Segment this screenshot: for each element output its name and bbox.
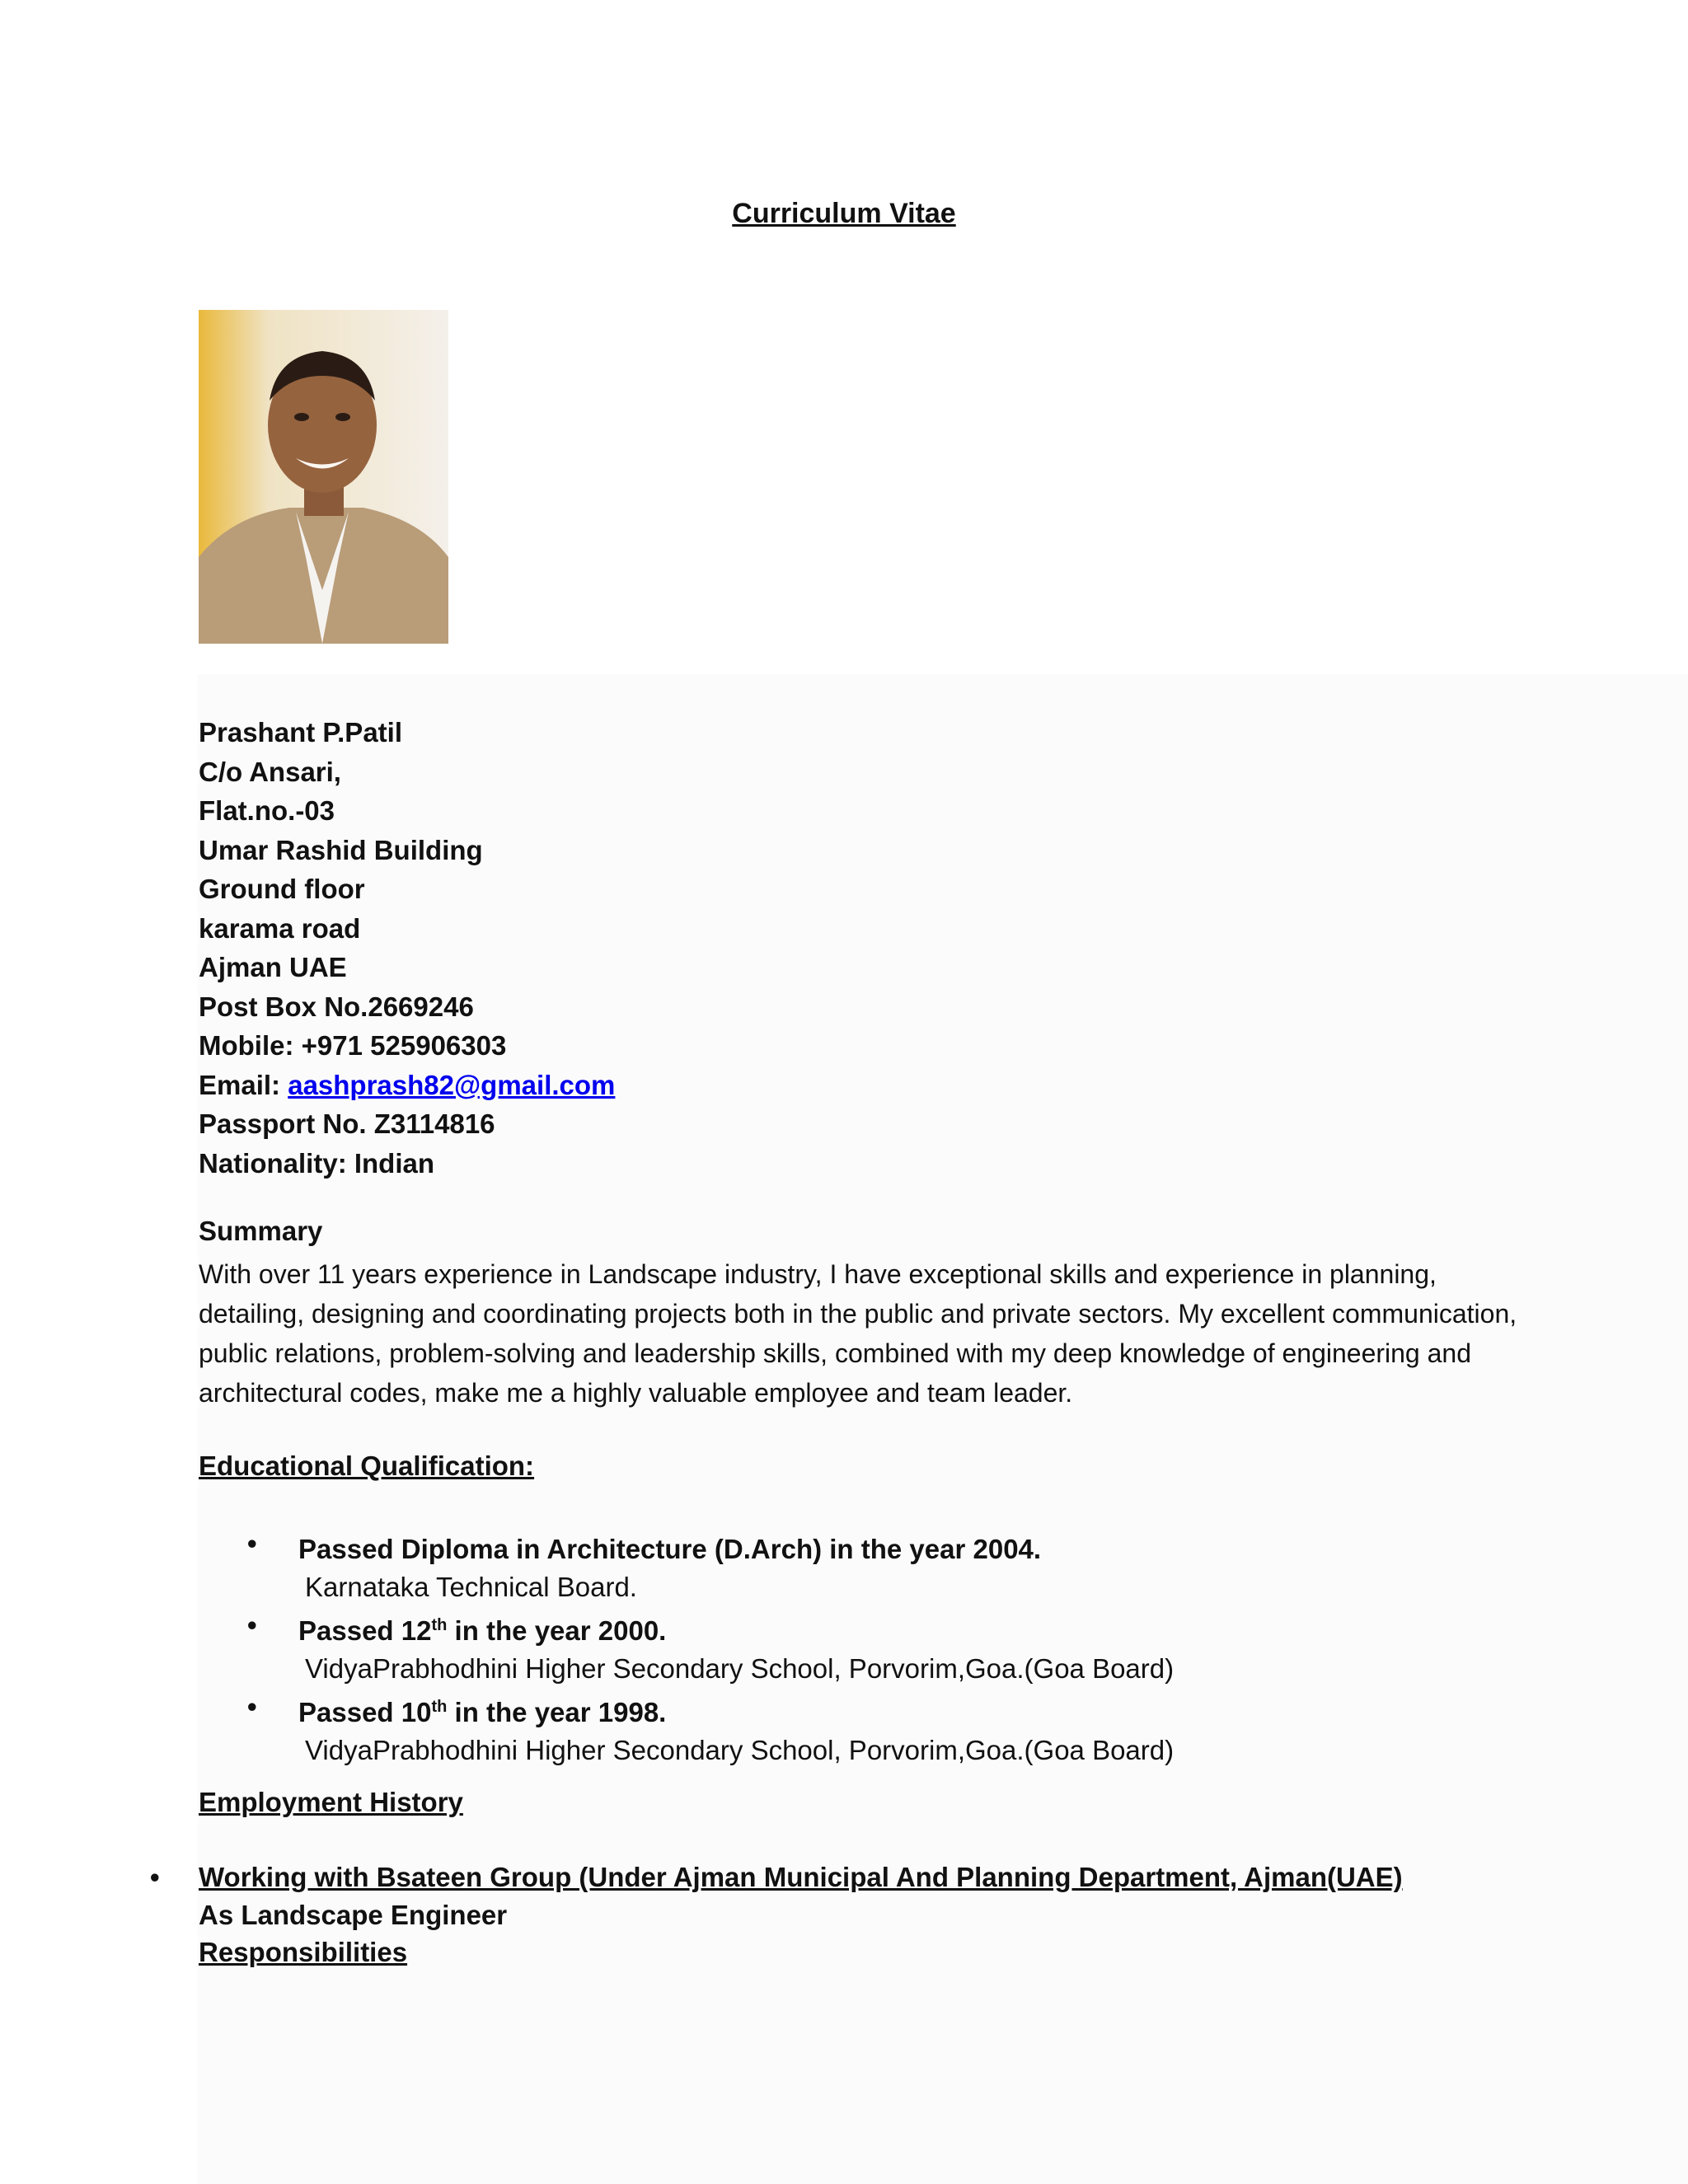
address-line: karama road xyxy=(199,912,361,944)
summary-heading: Summary xyxy=(199,1216,323,1246)
address-line: Ground floor xyxy=(199,874,365,904)
education-institution: Karnataka Technical Board. xyxy=(305,1572,637,1602)
education-institution: VidyaPrabhodhini Higher Secondary School, Porvorim,Goa.(Goa Board) xyxy=(305,1653,1175,1684)
education-title: Passed 12th in the year 2000. xyxy=(298,1615,667,1646)
mobile-number: Mobile: +971 525906303 xyxy=(199,1030,507,1061)
address-line: Ajman UAE xyxy=(199,952,347,982)
nationality: Nationality: Indian xyxy=(199,1147,435,1179)
responsibilities-heading: Responsibilities xyxy=(199,1937,408,1967)
education-item xyxy=(247,1525,1174,1606)
education-title: Passed Diploma in Architecture (D.Arch) in the year 2004. xyxy=(298,1534,1042,1564)
bullet-icon: • xyxy=(247,1528,257,1558)
contact-block xyxy=(199,713,615,1183)
education-list xyxy=(247,1525,1174,1769)
education-item xyxy=(247,1688,1174,1769)
page-title: Curriculum Vitae xyxy=(732,198,956,229)
email-line xyxy=(199,1066,615,1105)
bullet-icon: • xyxy=(247,1610,257,1640)
education-item xyxy=(247,1606,1174,1688)
employment-heading: Employment History xyxy=(199,1787,463,1817)
job-title: Working with Bsateen Group (Under Ajman Municipal And Planning Department, Ajman(UAE) xyxy=(199,1862,1403,1892)
post-box: Post Box No.2669246 xyxy=(199,991,474,1022)
education-title: Passed 10th in the year 1998. xyxy=(298,1697,667,1727)
summary-text: With over 11 years experience in Landscape industry, I have exceptional skills and experience in planning, detailing, designing and coordinating projects both in the public and private sectors. My excellent communication, public relations, problem-solving and leadership skills, combined with my deep knowledge of engineering and architectural codes, make me a highly valuable employee and team leader. xyxy=(199,1259,1517,1408)
job-role: As Landscape Engineer xyxy=(199,1900,508,1930)
email-label: Email: xyxy=(199,1069,281,1100)
bullet-icon: • xyxy=(150,1862,160,1892)
email-link[interactable]: aashprash82@gmail.com xyxy=(288,1069,616,1100)
education-institution: VidyaPrabhodhini Higher Secondary School, Porvorim,Goa.(Goa Board) xyxy=(305,1735,1175,1765)
address-line: Flat.no.-03 xyxy=(199,795,335,826)
passport-number: Passport No. Z3114816 xyxy=(199,1108,495,1139)
profile-photo xyxy=(199,310,448,644)
education-heading: Educational Qualification: xyxy=(199,1451,535,1481)
contact-name: Prashant P.Patil xyxy=(199,717,403,748)
address-line: C/o Ansari, xyxy=(199,756,341,787)
address-line: Umar Rashid Building xyxy=(199,834,483,865)
bullet-icon: • xyxy=(247,1691,257,1722)
